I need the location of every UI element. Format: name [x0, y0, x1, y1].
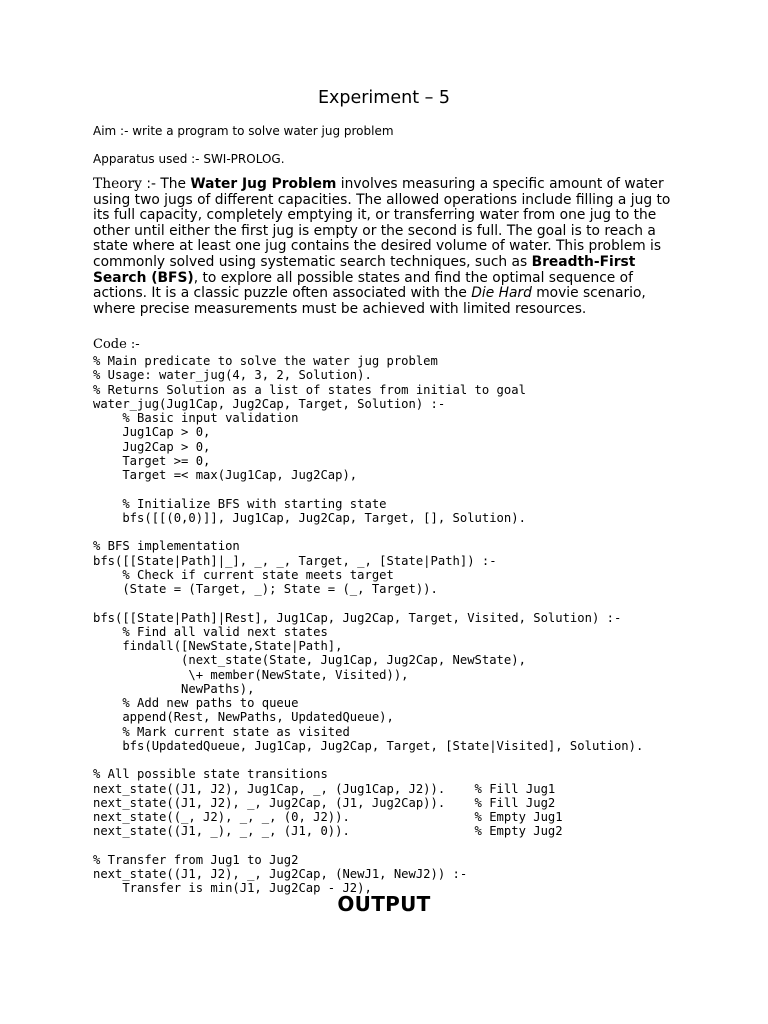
theory-text-1: involves measuring a specific amount of water using two jugs of different capacities. The allowed operations include filling a jug to its full capacity, completely emptying it, or transferring water from one jug to the other until either the first jug is empty or the second is full. The goal is to reach a state where at least one jug contains the desired volume of water. This problem is commonly solved using systematic search techniques, such as: [93, 176, 671, 270]
theory-paragraph: [93, 177, 683, 317]
code-block: % Main predicate to solve the water jug problem % Usage: water_jug(4, 3, 2, Solution). % Returns Solution as a list of states from initial to goal water_jug(Jug1Cap, Jug2Cap, Target, Solution) :- % Basic input validation Jug1Cap > 0, Jug2Cap > 0, Target >= 0, Target =< max(Jug1Cap, Jug2Cap), % Initialize BFS with starting state bfs([[(0,0)]], Jug1Cap, Jug2Cap, Target, [], Solution). % BFS implementation bfs([[State|Path]|_], _, _, Target, _, [State|Path]) :- % Check if current state meets target (State = (Target, _); State = (_, Target)). bfs([[State|Path]|Rest], Jug1Cap, Jug2Cap, Target, Visited, Solution) :- % Find all valid next states findall([NewState,State|Path], (next_state(State, Jug1Cap, Jug2Cap, NewState), \+ member(NewState, Visited)), NewPaths), % Add new paths to queue append(Rest, NewPaths, UpdatedQueue), % Mark current state as visited bfs(UpdatedQueue, Jug1Cap, Jug2Cap, Target, [State|Visited], Solution). % All possible state transitions next_state((J1, J2), Jug1Cap, _, (Jug1Cap, J2)). % Fill Jug1 next_state((J1, J2), _, Jug2Cap, (J1, Jug2Cap)). % Fill Jug2 next_state((_, J2), _, _, (0, J2)). % Empty Jug1 next_state((J1, _), _, _, (J1, 0)). % Empty Jug2 % Transfer from Jug1 to Jug2 next_state((J1, J2), _, Jug2Cap, (NewJ1, NewJ2)) :- Transfer is min(J1, Jug2Cap - J2),: [93, 354, 644, 896]
apparatus-text: Apparatus used :- SWI-PROLOG.: [93, 152, 285, 166]
aim-text: Aim :- write a program to solve water jug problem: [93, 124, 394, 138]
output-heading: OUTPUT: [337, 892, 431, 916]
theory-italic-die-hard: Die Hard: [471, 285, 532, 302]
code-label: Code :-: [93, 337, 140, 352]
theory-bold-water-jug: Water Jug Problem: [190, 176, 337, 192]
theory-text-2: , to explore all possible states and find the optimal sequence of actions. It is a classic puzzle often associated with the: [93, 269, 633, 302]
theory-text-3: movie scenario, where precise measurements must be achieved with limited resources.: [93, 285, 646, 317]
theory-separator: :- The: [141, 176, 191, 192]
page-title: Experiment – 5: [317, 88, 451, 108]
theory-bold-bfs: Breadth-First Search (BFS): [93, 253, 636, 286]
theory-label: Theory: [93, 176, 142, 192]
